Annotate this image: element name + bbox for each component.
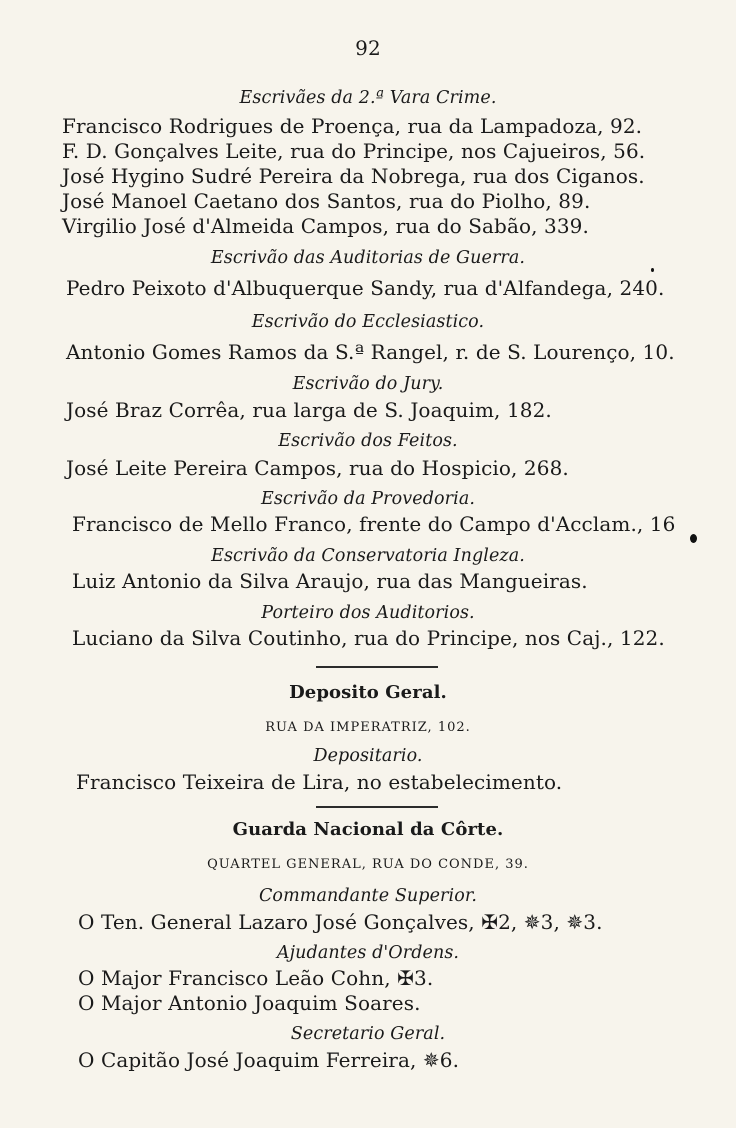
- entry-line: O Major Francisco Leão Cohn, ✠3.: [78, 966, 434, 990]
- guarda-address: QUARTEL GENERAL, RUA DO CONDE, 39.: [207, 857, 529, 872]
- entry-line: O Major Antonio Joaquim Soares.: [78, 991, 421, 1015]
- entry-line: Luiz Antonio da Silva Araujo, rua das Mangueiras.: [72, 569, 588, 593]
- entry-line: José Hygino Sudré Pereira da Nobrega, rua dos Ciganos.: [62, 164, 645, 188]
- role-heading: Commandante Superior.: [258, 886, 478, 906]
- section-heading: Escrivão do Jury.: [292, 374, 444, 394]
- entry-line: O Capitão José Joaquim Ferreira, ✵6.: [78, 1048, 460, 1072]
- entry-line: O Ten. General Lazaro José Gonçalves, ✠2, ✵3, ✵3.: [78, 910, 603, 934]
- section-heading: Escrivão dos Feitos.: [278, 431, 458, 451]
- role-heading: Secretario Geral.: [290, 1024, 446, 1044]
- section-heading: Escrivão da Conservatoria Ingleza.: [211, 546, 525, 566]
- role-heading: Ajudantes d'Ordens.: [276, 943, 460, 963]
- section-divider: [316, 806, 438, 808]
- section-heading: Escrivão da Provedoria.: [260, 489, 476, 509]
- entry-line: Antonio Gomes Ramos da S.ª Rangel, r. de S. Lourenço, 10.: [66, 340, 675, 364]
- deposito-title: Deposito Geral.: [289, 682, 447, 703]
- section-heading: Escrivão do Ecclesiastico.: [251, 312, 485, 332]
- entry-line: Pedro Peixoto d'Albuquerque Sandy, rua d'Alfandega, 240.: [66, 276, 665, 300]
- section-divider: [316, 666, 438, 668]
- deposito-role: Depositario.: [313, 746, 423, 766]
- page-number: 92: [355, 36, 381, 60]
- entry-line: José Braz Corrêa, rua larga de S. Joaquim, 182.: [66, 398, 552, 422]
- entry-line: Luciano da Silva Coutinho, rua do Principe, nos Caj., 122.: [72, 626, 665, 650]
- deposito-entry: Francisco Teixeira de Lira, no estabelecimento.: [76, 770, 563, 794]
- section-heading: Escrivães da 2.ª Vara Crime.: [239, 88, 497, 108]
- entry-line: José Leite Pereira Campos, rua do Hospicio, 268.: [66, 456, 569, 480]
- entry-line: Virgilio José d'Almeida Campos, rua do Sabão, 339.: [62, 214, 589, 238]
- ink-blot: [690, 534, 697, 543]
- entry-line: Francisco de Mello Franco, frente do Campo d'Acclam., 16: [72, 512, 676, 536]
- entry-line: F. D. Gonçalves Leite, rua do Principe, nos Cajueiros, 56.: [62, 139, 646, 163]
- section-heading: Escrivão das Auditorias de Guerra.: [210, 248, 526, 268]
- entry-line: José Manoel Caetano dos Santos, rua do Piolho, 89.: [62, 189, 591, 213]
- entry-line: Francisco Rodrigues de Proença, rua da Lampadoza, 92.: [62, 114, 643, 138]
- guarda-title: Guarda Nacional da Côrte.: [232, 819, 504, 840]
- deposito-address: RUA DA IMPERATRIZ, 102.: [265, 720, 471, 735]
- section-heading: Porteiro dos Auditorios.: [261, 603, 475, 623]
- ink-speck: [651, 268, 654, 272]
